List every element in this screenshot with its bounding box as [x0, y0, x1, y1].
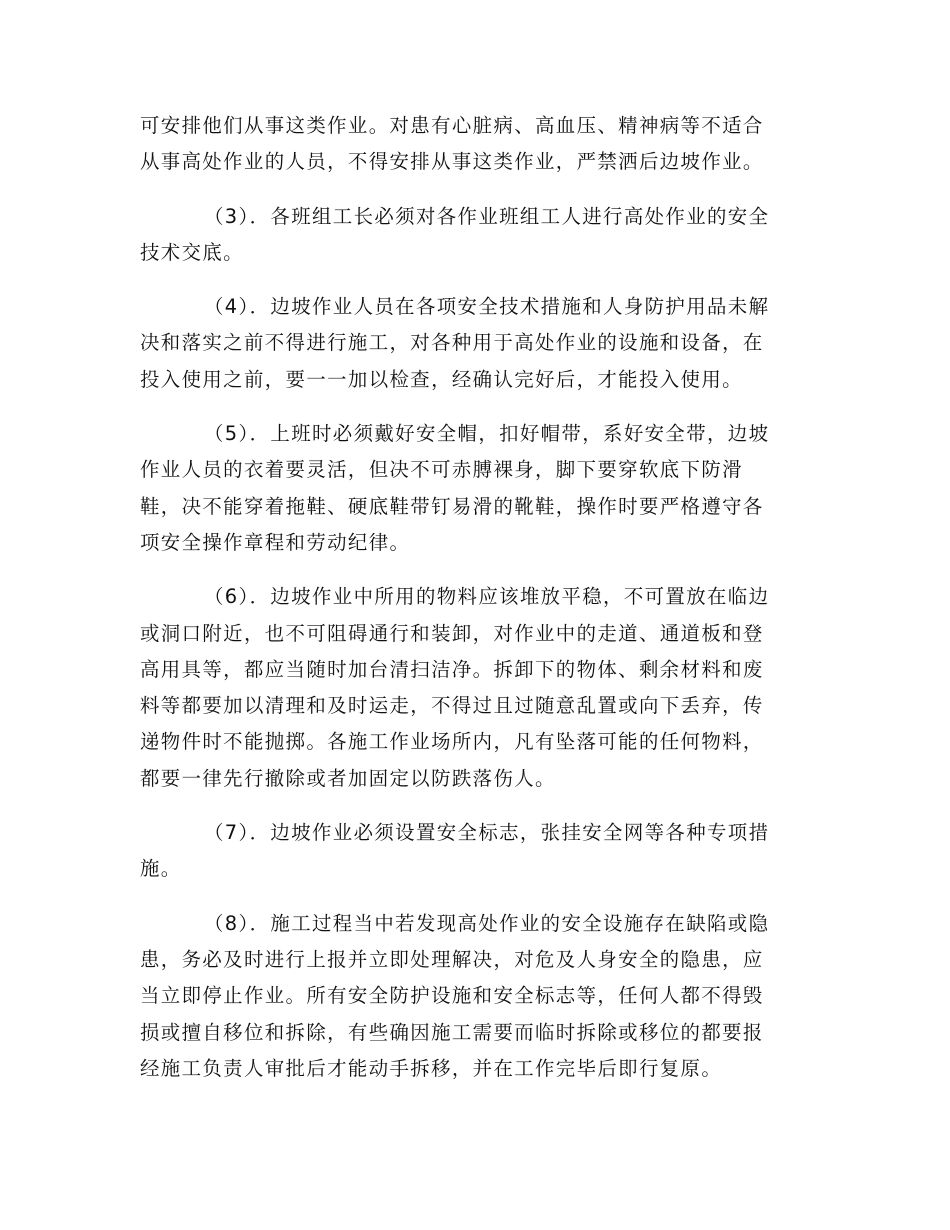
text-line: （3）．各班组工长必须对各作业班组工人进行高处作业的安全 — [204, 204, 770, 228]
paragraph-item-4 — [140, 289, 800, 398]
document-body — [140, 108, 800, 1105]
text-line: （6）．边坡作业中所用的物料应该堆放平稳，不可置放在临边 — [204, 585, 770, 609]
paragraph-item-7 — [140, 815, 800, 888]
text-line: 当立即停止作业。所有安全防护设施和安全标志等，任何人都不得毁 — [140, 984, 764, 1008]
text-line: 经施工负责人审批后才能动手拆移，并在工作完毕后即行复原。 — [140, 1056, 723, 1080]
text-line: 投入使用之前，要一一加以检查，经确认完好后，才能投入使用。 — [140, 367, 743, 391]
text-line: 或洞口附近，也不可阻碍通行和装卸，对作业中的走道、通道板和登 — [140, 621, 764, 645]
text-line: 作业人员的衣着要灵活，但决不可赤膊裸身，脚下要穿软底下防滑 — [140, 458, 743, 482]
text-line: （7）．边坡作业必须设置安全标志，张挂安全网等各种专项措 — [204, 821, 770, 845]
text-line: 决和落实之前不得进行施工，对各种用于高处作业的设施和设备，在 — [140, 331, 764, 355]
text-line: 递物件时不能抛掷。各施工作业场所内，凡有坠落可能的任何物料， — [140, 730, 764, 754]
paragraph-item-6 — [140, 579, 800, 797]
text-line: 技术交底。 — [140, 240, 244, 264]
paragraph-item-8 — [140, 906, 800, 1087]
text-line: 都要一律先行撤除或者加固定以防跌落伤人。 — [140, 766, 556, 790]
text-line: （5）．上班时必须戴好安全帽，扣好帽带，系好安全带，边坡 — [204, 422, 770, 446]
text-line: 高用具等，都应当随时加台清扫洁净。拆卸下的物体、剩余材料和废 — [140, 657, 764, 681]
paragraph-continued — [140, 108, 800, 181]
text-line: 从事高处作业的人员，不得安排从事这类作业，严禁洒后边坡作业。 — [140, 150, 764, 174]
text-line: 可安排他们从事这类作业。对患有心脏病、高血压、精神病等不适合 — [140, 114, 764, 137]
text-line: 患，务必及时进行上报并立即处理解决，对危及人身安全的隐患，应 — [140, 947, 764, 971]
paragraph-item-3 — [140, 199, 800, 272]
text-line: 项安全操作章程和劳动纪律。 — [140, 530, 411, 554]
text-line: 鞋，决不能穿着拖鞋、硬底鞋带钉易滑的靴鞋，操作时要严格遵守各 — [140, 494, 764, 518]
text-line: 损或擅自移位和拆除，有些确因施工需要而临时拆除或移位的都要报 — [140, 1020, 764, 1044]
text-line: 施。 — [140, 857, 182, 881]
text-line: 料等都要加以清理和及时运走，不得过且过随意乱置或向下丢弃，传 — [140, 694, 764, 718]
text-line: （8）．施工过程当中若发现高处作业的安全设施存在缺陷或隐 — [204, 911, 770, 935]
text-line: （4）．边坡作业人员在各项安全技术措施和人身防护用品未解 — [204, 295, 770, 319]
paragraph-item-5 — [140, 416, 800, 561]
